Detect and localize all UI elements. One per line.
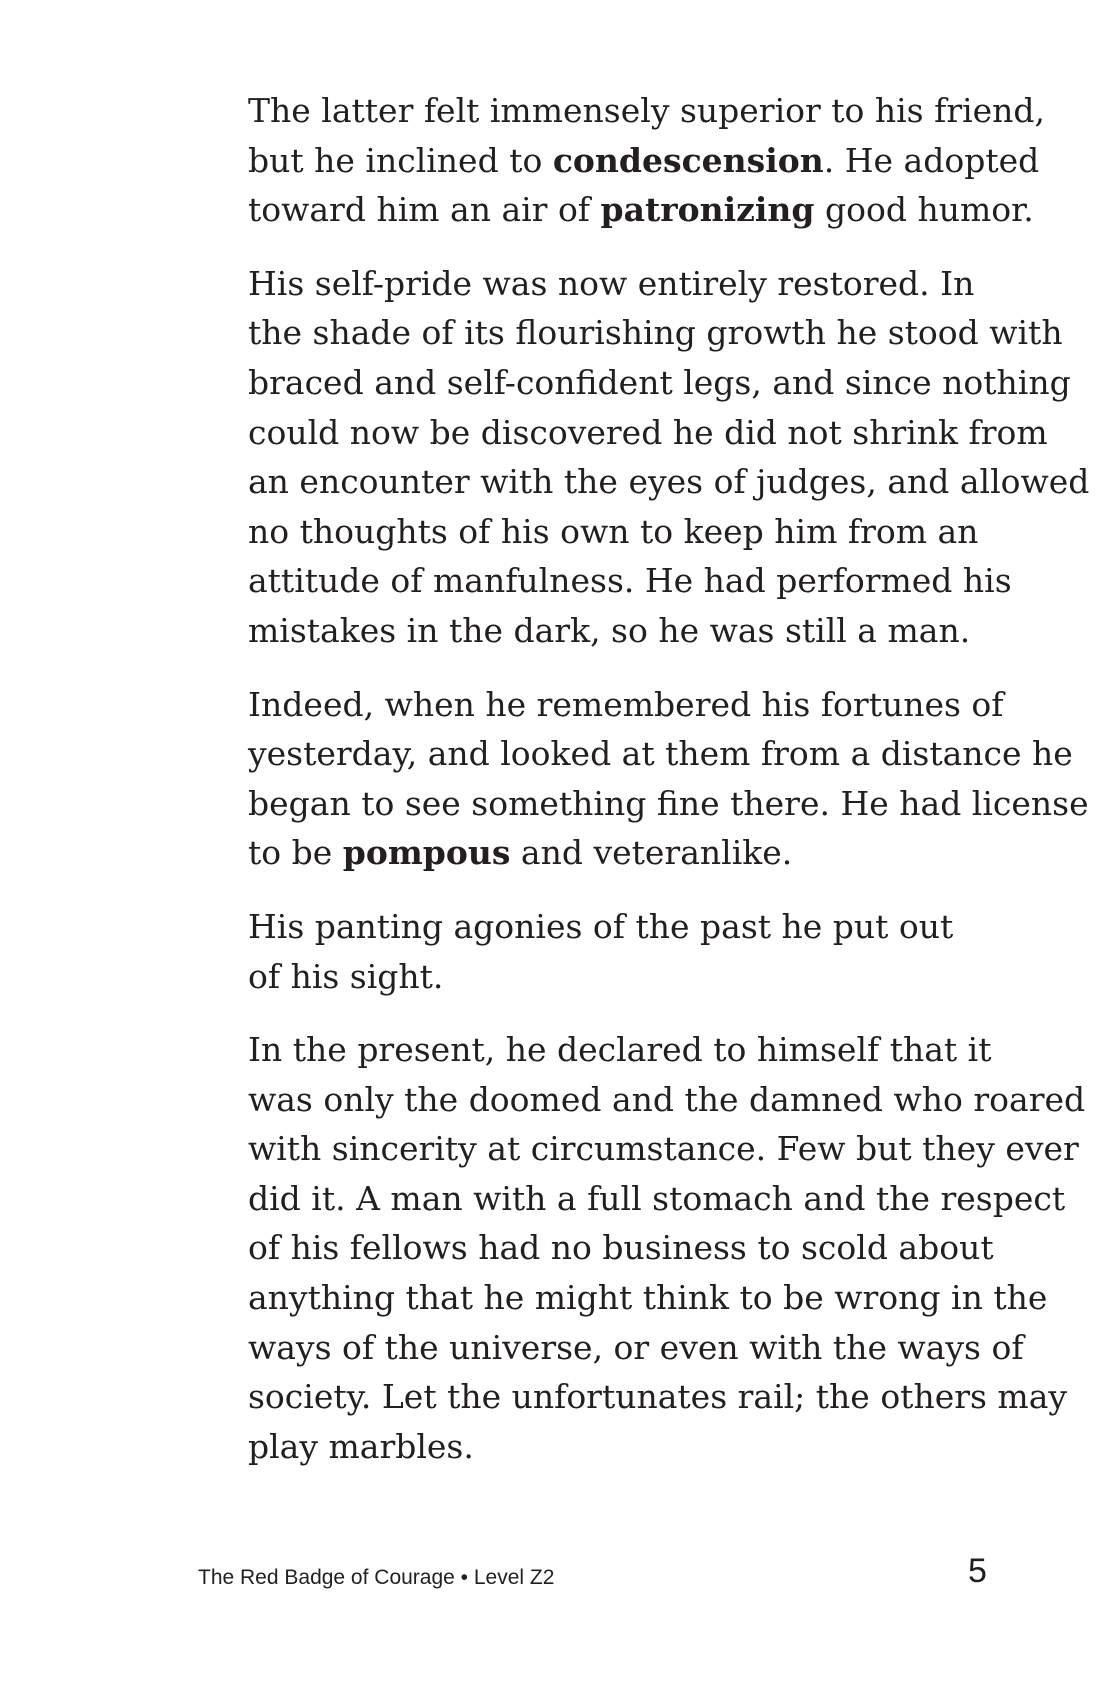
text-line	[198, 729, 1073, 779]
text-segment: Indeed, when he remembered his fortunes of	[248, 684, 1004, 724]
text-line	[198, 606, 998, 656]
text-segment: play marbles.	[248, 1426, 474, 1466]
text-segment: ways of the universe, or even with the ways of	[248, 1327, 1024, 1367]
text-line	[198, 457, 1090, 507]
paragraph	[198, 1025, 1086, 1471]
footer-book-title: The Red Badge of Courage • Level Z2	[198, 1566, 555, 1589]
text-line	[198, 259, 998, 309]
text-segment: could now be discovered he did not shrink from	[248, 412, 1048, 452]
story-text	[198, 86, 1090, 1495]
text-line	[198, 1223, 998, 1273]
text-line	[198, 1075, 1086, 1125]
text-segment: toward him an air of	[248, 190, 601, 230]
text-segment: The latter felt immensely superior to his friend,	[248, 91, 1046, 130]
text-segment: with sincerity at circumstance. Few but they ever	[248, 1129, 1079, 1169]
text-line	[198, 1025, 998, 1075]
text-line	[198, 507, 998, 557]
text-line	[198, 1422, 998, 1472]
text-segment: of his sight.	[248, 956, 444, 996]
text-segment: was only the doomed and the damned who roared	[248, 1079, 1086, 1119]
paragraph	[198, 86, 1046, 235]
text-segment: an encounter with the eyes of judges, and allowed	[248, 462, 1090, 502]
text-line	[198, 902, 998, 952]
text-segment: and veteranlike.	[510, 833, 793, 873]
text-segment: society. Let the unfortunates rail; the others may	[248, 1377, 1068, 1417]
vocabulary-word: patronizing	[600, 190, 815, 230]
text-segment: but he inclined to	[248, 140, 553, 180]
text-line	[198, 1273, 1048, 1323]
text-segment: In the present, he declared to himself that it	[248, 1030, 992, 1070]
text-segment: to be	[248, 833, 343, 873]
text-segment: anything that he might think to be wrong in the	[248, 1278, 1048, 1318]
text-line	[198, 779, 1089, 829]
text-segment: . He adopted	[823, 140, 1040, 180]
text-segment: His panting agonies of the past he put out	[248, 906, 954, 946]
text-line	[198, 136, 1040, 186]
text-segment: did it. A man with a full stomach and the respect	[248, 1178, 1066, 1218]
text-segment: of his fellows had no business to scold about	[248, 1228, 994, 1268]
text-segment: no thoughts of his own to keep him from an	[248, 511, 979, 551]
text-segment: mistakes in the dark, so he was still a man.	[248, 610, 971, 650]
text-line	[198, 556, 1012, 606]
text-segment: His self-pride was now entirely restored. In	[248, 263, 975, 303]
paragraph	[198, 902, 998, 1001]
text-line	[198, 828, 998, 878]
text-segment: braced and self-confident legs, and since nothing	[248, 362, 1071, 402]
paragraph	[198, 259, 1090, 656]
text-line	[198, 408, 1048, 458]
text-line	[198, 1372, 1068, 1422]
text-line	[198, 308, 1063, 358]
text-line	[198, 185, 1034, 235]
text-line	[198, 952, 998, 1002]
text-segment: attitude of manfulness. He had performed his	[248, 561, 1012, 601]
text-line	[198, 1124, 1079, 1174]
text-segment: the shade of its flourishing growth he stood with	[248, 313, 1063, 353]
text-line	[198, 1174, 1066, 1224]
page-number: 5	[968, 1552, 987, 1590]
vocabulary-word: pompous	[342, 833, 511, 873]
vocabulary-word: condescension	[552, 140, 824, 180]
text-segment: good humor.	[814, 190, 1034, 230]
text-segment: began to see something fine there. He had license	[248, 783, 1089, 823]
text-line	[198, 86, 1046, 136]
text-line	[198, 680, 1004, 730]
text-line	[198, 358, 1071, 408]
text-line	[198, 1323, 1024, 1373]
text-segment: yesterday, and looked at them from a distance he	[248, 734, 1073, 774]
paragraph	[198, 680, 1089, 878]
